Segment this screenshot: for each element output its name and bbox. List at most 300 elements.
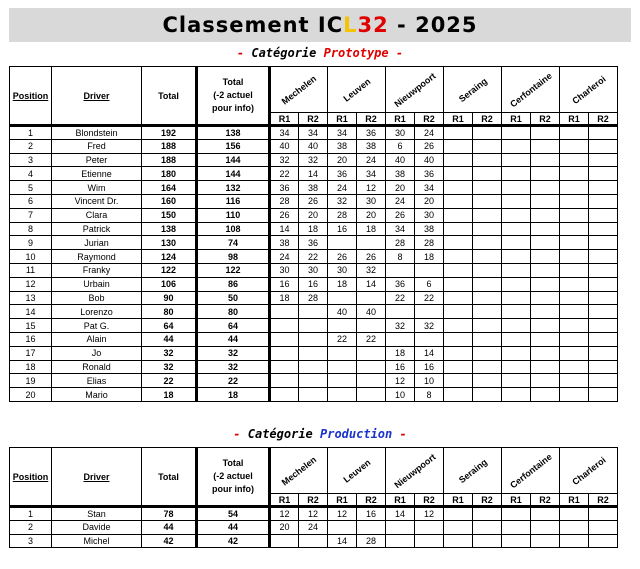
circuit-name: Charleroi xyxy=(569,454,608,487)
cell-position: 19 xyxy=(10,374,52,388)
cell-total-adjusted: 98 xyxy=(197,250,270,264)
cell-race-points: 14 xyxy=(270,222,299,236)
cell-position: 11 xyxy=(10,263,52,277)
cell-race-points xyxy=(502,388,531,402)
cell-driver: Patrick xyxy=(52,222,142,236)
cell-race-points: 32 xyxy=(299,153,328,167)
cell-race-points xyxy=(502,305,531,319)
cell-position: 10 xyxy=(10,250,52,264)
heading-label: Catégorie xyxy=(247,427,320,441)
cell-total-adjusted: 86 xyxy=(197,277,270,291)
cell-race-points xyxy=(589,222,618,236)
cell-position: 4 xyxy=(10,167,52,181)
cell-race-points xyxy=(473,277,502,291)
header-race-1: R1 xyxy=(444,113,473,126)
header-race-1: R1 xyxy=(328,113,357,126)
cell-total: 138 xyxy=(142,222,197,236)
table-row xyxy=(10,277,618,291)
cell-race-points: 18 xyxy=(415,250,444,264)
cell-race-points: 32 xyxy=(270,153,299,167)
title-text-part4: - 2025 xyxy=(388,13,478,37)
cell-race-points: 26 xyxy=(270,208,299,222)
cell-race-points xyxy=(444,374,473,388)
circuit-name: Charleroi xyxy=(569,73,608,106)
cell-race-points xyxy=(328,388,357,402)
cell-race-points xyxy=(444,263,473,277)
table-row xyxy=(10,534,618,548)
cell-total-adjusted: 50 xyxy=(197,291,270,305)
cell-race-points xyxy=(560,194,589,208)
cell-total-adjusted: 144 xyxy=(197,167,270,181)
cell-driver: Wim xyxy=(52,181,142,195)
cell-race-points: 6 xyxy=(386,139,415,153)
cell-race-points xyxy=(560,277,589,291)
cell-race-points xyxy=(444,520,473,534)
cell-race-points xyxy=(531,208,560,222)
cell-race-points xyxy=(415,534,444,548)
cell-total: 78 xyxy=(142,507,197,521)
cell-total-adjusted: 44 xyxy=(197,332,270,346)
circuit-name: Cerfontaine xyxy=(507,70,554,109)
header-circuit-nieuwpoort xyxy=(386,67,444,113)
prototype-ranking-table xyxy=(9,66,618,402)
table-row xyxy=(10,319,618,333)
cell-race-points: 22 xyxy=(415,291,444,305)
cell-race-points xyxy=(531,305,560,319)
cell-race-points xyxy=(502,291,531,305)
header-race-1: R1 xyxy=(270,494,299,507)
header-circuit-mechelen xyxy=(270,448,328,494)
cell-position: 17 xyxy=(10,346,52,360)
cell-race-points xyxy=(444,208,473,222)
cell-race-points xyxy=(444,319,473,333)
cell-race-points xyxy=(502,139,531,153)
cell-race-points xyxy=(531,534,560,548)
cell-race-points xyxy=(560,167,589,181)
cell-race-points: 16 xyxy=(299,277,328,291)
header-race-2: R2 xyxy=(473,113,502,126)
cell-race-points: 26 xyxy=(299,194,328,208)
cell-race-points xyxy=(444,291,473,305)
cell-race-points xyxy=(560,153,589,167)
cell-race-points xyxy=(560,291,589,305)
cell-race-points xyxy=(589,374,618,388)
cell-race-points xyxy=(589,346,618,360)
cell-race-points: 38 xyxy=(415,222,444,236)
cell-race-points xyxy=(473,388,502,402)
cell-race-points xyxy=(386,332,415,346)
cell-race-points xyxy=(444,388,473,402)
cell-race-points xyxy=(589,291,618,305)
cell-race-points: 36 xyxy=(386,277,415,291)
cell-race-points: 30 xyxy=(357,194,386,208)
cell-race-points xyxy=(589,194,618,208)
cell-race-points xyxy=(299,534,328,548)
table-row xyxy=(10,126,618,140)
cell-total-adjusted: 64 xyxy=(197,319,270,333)
cell-total-adjusted: 32 xyxy=(197,360,270,374)
table-row xyxy=(10,507,618,521)
cell-race-points: 38 xyxy=(270,236,299,250)
cell-race-points: 26 xyxy=(328,250,357,264)
circuit-name: Nieuwpoort xyxy=(391,451,438,490)
cell-total-adjusted: 18 xyxy=(197,388,270,402)
cell-race-points xyxy=(531,236,560,250)
cell-race-points: 18 xyxy=(328,277,357,291)
cell-driver: Lorenzo xyxy=(52,305,142,319)
cell-race-points xyxy=(531,374,560,388)
cell-race-points xyxy=(386,305,415,319)
circuit-name: Mechelen xyxy=(279,453,319,488)
header-race-2: R2 xyxy=(357,494,386,507)
header-total: Total xyxy=(142,67,197,126)
cell-race-points xyxy=(531,250,560,264)
cell-driver: Davide xyxy=(52,520,142,534)
cell-race-points xyxy=(589,360,618,374)
cell-driver: Jurian xyxy=(52,236,142,250)
cell-race-points xyxy=(502,534,531,548)
cell-race-points xyxy=(473,332,502,346)
header-total: Total xyxy=(142,448,197,507)
header-race-2: R2 xyxy=(473,494,502,507)
cell-race-points xyxy=(444,534,473,548)
cell-race-points xyxy=(473,507,502,521)
cell-total-adjusted: 32 xyxy=(197,346,270,360)
cell-race-points: 36 xyxy=(299,236,328,250)
cell-race-points xyxy=(560,222,589,236)
header-total-adjusted-line: pour info) xyxy=(212,103,254,113)
cell-race-points xyxy=(473,534,502,548)
cell-race-points: 34 xyxy=(299,126,328,140)
table-row xyxy=(10,236,618,250)
cell-race-points xyxy=(560,250,589,264)
cell-race-points xyxy=(473,222,502,236)
heading-dash-right: - xyxy=(388,46,404,60)
cell-race-points xyxy=(473,126,502,140)
cell-race-points xyxy=(502,181,531,195)
header-total-adjusted-line: Total xyxy=(222,458,244,468)
cell-race-points: 26 xyxy=(415,139,444,153)
cell-race-points xyxy=(502,277,531,291)
cell-race-points xyxy=(560,388,589,402)
cell-race-points: 28 xyxy=(270,194,299,208)
header-race-2: R2 xyxy=(415,113,444,126)
cell-race-points xyxy=(531,139,560,153)
cell-race-points xyxy=(502,236,531,250)
table-row xyxy=(10,346,618,360)
cell-race-points xyxy=(502,194,531,208)
header-race-1: R1 xyxy=(502,113,531,126)
table-row xyxy=(10,153,618,167)
cell-position: 6 xyxy=(10,194,52,208)
header-race-2: R2 xyxy=(357,113,386,126)
cell-position: 16 xyxy=(10,332,52,346)
cell-race-points xyxy=(473,374,502,388)
cell-race-points xyxy=(444,250,473,264)
cell-race-points xyxy=(473,153,502,167)
cell-race-points: 30 xyxy=(270,263,299,277)
cell-total-adjusted: 132 xyxy=(197,181,270,195)
header-driver: Driver xyxy=(52,67,142,126)
cell-race-points: 34 xyxy=(328,126,357,140)
header-race-2: R2 xyxy=(415,494,444,507)
cell-race-points: 16 xyxy=(415,360,444,374)
cell-position: 18 xyxy=(10,360,52,374)
table-row xyxy=(10,374,618,388)
cell-race-points xyxy=(357,346,386,360)
cell-total: 160 xyxy=(142,194,197,208)
cell-race-points xyxy=(531,332,560,346)
cell-race-points: 22 xyxy=(328,332,357,346)
cell-position: 1 xyxy=(10,507,52,521)
cell-race-points xyxy=(473,250,502,264)
cell-race-points: 16 xyxy=(357,507,386,521)
cell-race-points: 18 xyxy=(386,346,415,360)
cell-race-points: 40 xyxy=(328,305,357,319)
cell-race-points xyxy=(299,305,328,319)
cell-race-points xyxy=(502,507,531,521)
cell-race-points xyxy=(357,291,386,305)
header-race-1: R1 xyxy=(386,494,415,507)
cell-position: 5 xyxy=(10,181,52,195)
cell-race-points xyxy=(270,374,299,388)
cell-race-points xyxy=(473,236,502,250)
header-circuit-seraing xyxy=(444,448,502,494)
cell-race-points: 36 xyxy=(415,167,444,181)
cell-race-points xyxy=(357,360,386,374)
title-text-part1: Classement IC xyxy=(162,13,344,37)
table-row xyxy=(10,208,618,222)
cell-race-points xyxy=(473,346,502,360)
header-circuit-charleroi xyxy=(560,448,618,494)
circuit-name: Seraing xyxy=(456,75,489,104)
table-row xyxy=(10,360,618,374)
cell-race-points: 20 xyxy=(299,208,328,222)
cell-race-points: 38 xyxy=(357,139,386,153)
cell-race-points: 14 xyxy=(386,507,415,521)
cell-race-points xyxy=(531,360,560,374)
cell-race-points xyxy=(560,346,589,360)
cell-race-points xyxy=(299,388,328,402)
cell-race-points xyxy=(560,208,589,222)
cell-race-points xyxy=(502,319,531,333)
cell-race-points xyxy=(270,332,299,346)
cell-race-points: 24 xyxy=(299,520,328,534)
header-driver: Driver xyxy=(52,448,142,507)
cell-race-points: 34 xyxy=(386,222,415,236)
cell-race-points: 16 xyxy=(328,222,357,236)
cell-total-adjusted: 122 xyxy=(197,263,270,277)
cell-total-adjusted: 156 xyxy=(197,139,270,153)
cell-race-points: 32 xyxy=(357,263,386,277)
cell-race-points xyxy=(473,319,502,333)
cell-race-points xyxy=(473,360,502,374)
cell-race-points xyxy=(560,319,589,333)
cell-race-points: 12 xyxy=(299,507,328,521)
cell-race-points: 20 xyxy=(357,208,386,222)
cell-race-points: 26 xyxy=(357,250,386,264)
header-circuit-mechelen xyxy=(270,67,328,113)
cell-race-points: 20 xyxy=(270,520,299,534)
cell-race-points xyxy=(328,346,357,360)
header-circuit-nieuwpoort xyxy=(386,448,444,494)
heading-label: Catégorie xyxy=(251,46,324,60)
cell-race-points xyxy=(589,167,618,181)
cell-race-points xyxy=(357,319,386,333)
cell-race-points: 18 xyxy=(270,291,299,305)
cell-race-points xyxy=(560,126,589,140)
cell-race-points: 12 xyxy=(415,507,444,521)
cell-race-points: 32 xyxy=(415,319,444,333)
table-row xyxy=(10,305,618,319)
cell-race-points xyxy=(531,126,560,140)
cell-race-points xyxy=(328,360,357,374)
cell-driver: Pat G. xyxy=(52,319,142,333)
cell-race-points xyxy=(444,181,473,195)
cell-race-points: 10 xyxy=(415,374,444,388)
category-prototype-heading xyxy=(0,46,640,60)
cell-race-points: 30 xyxy=(386,126,415,140)
header-circuit-seraing xyxy=(444,67,502,113)
cell-race-points: 40 xyxy=(386,153,415,167)
cell-driver: Elias xyxy=(52,374,142,388)
cell-race-points: 32 xyxy=(386,319,415,333)
cell-total: 188 xyxy=(142,139,197,153)
cell-race-points: 40 xyxy=(299,139,328,153)
cell-race-points: 14 xyxy=(357,277,386,291)
cell-race-points: 22 xyxy=(270,167,299,181)
cell-driver: Michel xyxy=(52,534,142,548)
cell-position: 3 xyxy=(10,534,52,548)
cell-race-points: 40 xyxy=(270,139,299,153)
cell-race-points xyxy=(444,222,473,236)
cell-race-points xyxy=(502,332,531,346)
cell-race-points: 16 xyxy=(270,277,299,291)
cell-driver: Stan xyxy=(52,507,142,521)
cell-race-points xyxy=(560,139,589,153)
header-race-1: R1 xyxy=(502,494,531,507)
cell-race-points xyxy=(502,126,531,140)
cell-race-points xyxy=(589,388,618,402)
cell-race-points xyxy=(357,388,386,402)
cell-race-points xyxy=(589,277,618,291)
cell-race-points xyxy=(299,319,328,333)
cell-total: 42 xyxy=(142,534,197,548)
cell-race-points xyxy=(502,360,531,374)
cell-total: 124 xyxy=(142,250,197,264)
category-production-heading xyxy=(0,427,640,441)
cell-race-points xyxy=(589,139,618,153)
cell-race-points xyxy=(589,208,618,222)
cell-position: 9 xyxy=(10,236,52,250)
header-race-1: R1 xyxy=(560,113,589,126)
header-race-2: R2 xyxy=(531,494,560,507)
cell-race-points xyxy=(444,194,473,208)
cell-race-points: 10 xyxy=(386,388,415,402)
cell-race-points xyxy=(531,222,560,236)
cell-race-points: 40 xyxy=(357,305,386,319)
header-circuit-leuven xyxy=(328,67,386,113)
cell-race-points: 18 xyxy=(299,222,328,236)
header-race-1: R1 xyxy=(560,494,589,507)
cell-race-points xyxy=(589,520,618,534)
cell-position: 15 xyxy=(10,319,52,333)
cell-position: 7 xyxy=(10,208,52,222)
cell-race-points xyxy=(328,291,357,305)
cell-race-points xyxy=(444,126,473,140)
cell-race-points: 30 xyxy=(299,263,328,277)
cell-driver: Clara xyxy=(52,208,142,222)
cell-race-points xyxy=(473,520,502,534)
cell-race-points xyxy=(560,360,589,374)
table-row xyxy=(10,291,618,305)
header-race-1: R1 xyxy=(444,494,473,507)
header-circuit-cerfontaine xyxy=(502,67,560,113)
cell-total-adjusted: 110 xyxy=(197,208,270,222)
cell-race-points: 24 xyxy=(328,181,357,195)
cell-race-points xyxy=(473,139,502,153)
cell-race-points xyxy=(531,346,560,360)
cell-race-points xyxy=(560,181,589,195)
cell-position: 3 xyxy=(10,153,52,167)
cell-race-points xyxy=(386,534,415,548)
cell-race-points xyxy=(589,250,618,264)
header-position: Position xyxy=(10,448,52,507)
header-race-1: R1 xyxy=(386,113,415,126)
cell-driver: Alain xyxy=(52,332,142,346)
header-total-adjusted-line: (-2 actuel xyxy=(213,471,253,481)
page-title xyxy=(9,8,631,42)
cell-total: 22 xyxy=(142,374,197,388)
circuit-name: Mechelen xyxy=(279,72,319,107)
cell-race-points xyxy=(502,520,531,534)
cell-race-points xyxy=(473,291,502,305)
cell-race-points: 34 xyxy=(357,167,386,181)
cell-driver: Ronald xyxy=(52,360,142,374)
cell-race-points xyxy=(444,360,473,374)
cell-race-points xyxy=(560,520,589,534)
cell-race-points xyxy=(502,167,531,181)
table-row xyxy=(10,520,618,534)
cell-race-points xyxy=(386,520,415,534)
cell-race-points xyxy=(531,319,560,333)
cell-race-points xyxy=(299,360,328,374)
cell-driver: Blondstein xyxy=(52,126,142,140)
cell-position: 2 xyxy=(10,139,52,153)
cell-race-points xyxy=(502,374,531,388)
cell-race-points xyxy=(444,167,473,181)
circuit-name: Cerfontaine xyxy=(507,451,554,490)
cell-race-points: 32 xyxy=(328,194,357,208)
cell-race-points xyxy=(328,236,357,250)
header-total-adjusted-line: pour info) xyxy=(212,484,254,494)
header-circuit-cerfontaine xyxy=(502,448,560,494)
cell-race-points xyxy=(473,194,502,208)
cell-race-points xyxy=(444,346,473,360)
cell-total: 130 xyxy=(142,236,197,250)
cell-total-adjusted: 42 xyxy=(197,534,270,548)
cell-race-points xyxy=(415,263,444,277)
table-row xyxy=(10,263,618,277)
table-row xyxy=(10,250,618,264)
heading-dash-right: - xyxy=(392,427,407,441)
table-row xyxy=(10,139,618,153)
cell-total-adjusted: 144 xyxy=(197,153,270,167)
cell-race-points xyxy=(560,332,589,346)
cell-position: 8 xyxy=(10,222,52,236)
cell-race-points xyxy=(270,360,299,374)
heading-highlight: Production xyxy=(320,427,393,441)
